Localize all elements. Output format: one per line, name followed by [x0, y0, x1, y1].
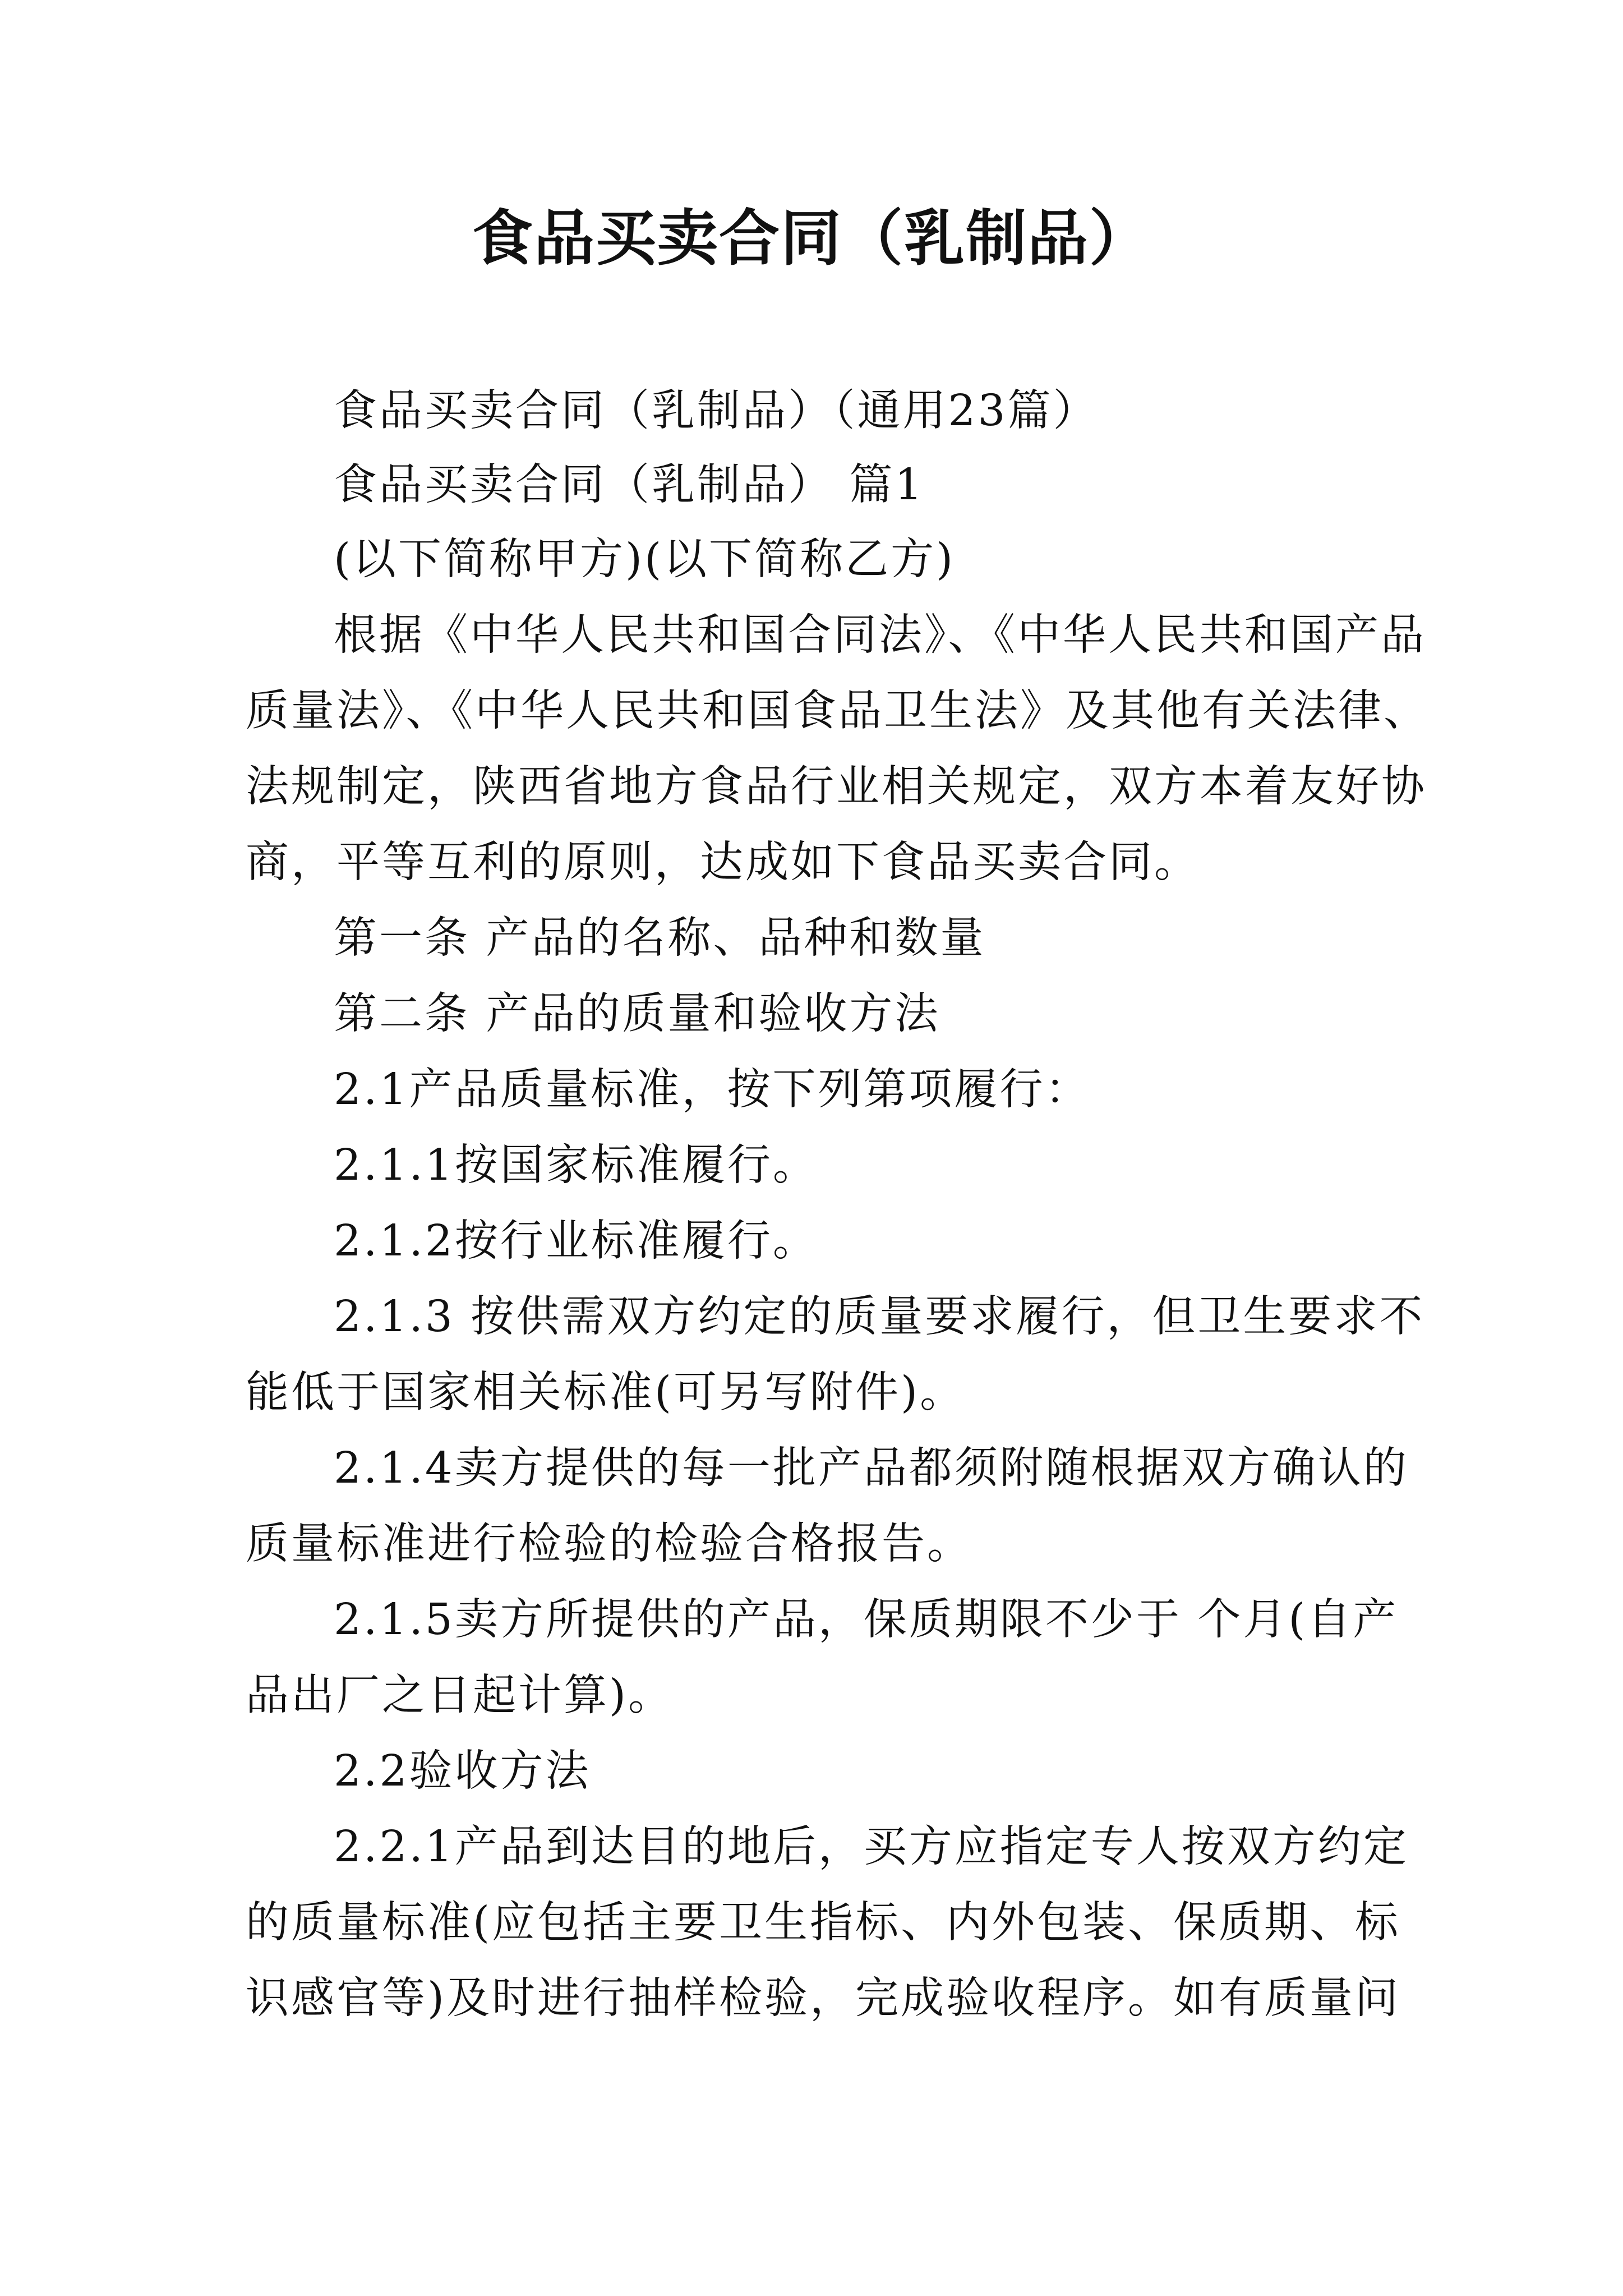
paragraph-line: 2.1.3 按供需双方约定的质量要求履行，但卫生要求不	[334, 1292, 1425, 1342]
paragraph-line: 2.1.1按国家标准履行。	[334, 1140, 818, 1190]
paragraph-line: 第二条 产品的质量和验收方法	[334, 989, 940, 1039]
paragraph-line: 品出厂之日起计算)。	[246, 1671, 674, 1720]
paragraph-line: 法规制定，陕西省地方食品行业相关规定，双方本着友好协	[246, 762, 1427, 812]
paragraph-line: 2.1.2按行业标准履行。	[334, 1216, 818, 1266]
paragraph-line: 商，平等互利的原则，达成如下食品买卖合同。	[246, 838, 1200, 887]
paragraph-line: 食品买卖合同（乳制品） 篇1	[334, 460, 925, 510]
paragraph-line: 根据《中华人民共和国合同法》、《中华人民共和国产品	[334, 610, 1426, 660]
paragraph-line: 食品买卖合同（乳制品）（通用23篇）	[334, 386, 1099, 436]
paragraph-line: 能低于国家相关标准(可另写附件)。	[246, 1368, 966, 1418]
paragraph-line: 的质量标准(应包括主要卫生指标、内外包装、保质期、标	[246, 1898, 1401, 1948]
paragraph-line: 2.2验收方法	[334, 1746, 591, 1796]
paragraph-line: 2.1.5卖方所提供的产品，保质期限不少于 个月(自产	[334, 1595, 1399, 1645]
paragraph-line: 2.1.4卖方提供的每一批产品都须附随根据双方确认的	[334, 1443, 1409, 1493]
paragraph-line: 质量标准进行检验的检验合格报告。	[246, 1519, 972, 1569]
paragraph-line: 2.2.1产品到达目的地后，买方应指定专人按双方约定	[334, 1822, 1409, 1872]
document-title: 食品买卖合同（乳制品）	[472, 203, 1151, 274]
paragraph-line: 第一条 产品的名称、品种和数量	[334, 913, 986, 963]
paragraph-line: 2.1产品质量标准，按下列第项履行：	[334, 1065, 1091, 1115]
paragraph-line: 质量法》、《中华人民共和国食品卫生法》及其他有关法律、	[246, 686, 1429, 736]
paragraph-line: (以下简称甲方)(以下简称乙方)	[334, 535, 956, 585]
paragraph-line: 识感官等)及时进行抽样检验，完成验收程序。如有质量问	[246, 1973, 1401, 2023]
